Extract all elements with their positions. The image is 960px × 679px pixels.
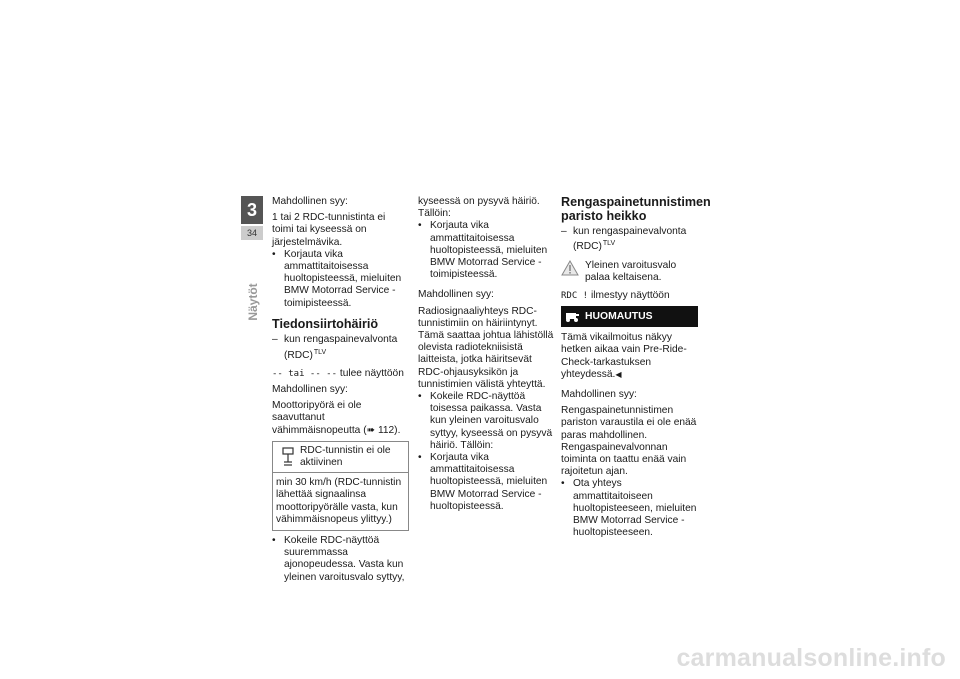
section-title: Näytöt [246,283,260,321]
bullet-item: • Korjauta vika ammattitaitoisessa huoltopisteessä, mieluiten BMW Motorrad Service -toimipisteessä. [272,249,409,310]
condition-text: kun rengaspainevalvonta (RDC) [573,226,687,253]
cause-text [272,400,409,437]
column-1 [272,196,409,584]
condition-text: kun rengaspainevalvonta (RDC) [284,334,398,361]
sensor-icon [276,445,300,469]
rdc-symbol: RDC ! [561,291,589,301]
note-label: HUOMAUTUS [585,310,653,322]
watermark: carmanualsonline.info [676,644,946,672]
display-text: tulee näyttöön [339,367,404,379]
bullet-item: • Korjauta vika ammattitaitoisessa huoltopisteessä, mieluiten BMW Motorrad Service -toimipisteessä. [418,220,555,281]
info-box-header [273,442,408,473]
condition-sup: TLV [602,240,616,248]
display-symbol: -- tai -- -- [272,368,338,379]
section-heading: Rengaspainetunnistimen paristo heikko [561,195,711,223]
cause-label: Mahdollinen syy: [272,384,348,396]
condition-item [272,334,409,361]
motorcycle-icon [561,306,583,327]
bullet-item: • Korjauta vika ammattitaitoisessa huoltopisteessä, mieluiten BMW Motorrad Service -huoltopisteessä. [418,452,555,513]
continued-text: kyseessä on pysyvä häiriö. Tällöin: [418,196,540,220]
warning-row [561,260,698,284]
bullet-item: • Kokeile RDC-näyttöä toisessa paikassa. Vasta kun yleinen varoitusvalo syttyy, kyseessä on pysyvä häiriö. Tällöin: [418,391,555,452]
cause-text-main: Moottoripyörä ei ole saavuttanut vähimmäisnopeutta [272,400,362,436]
chapter-number: 3 [241,196,263,224]
info-box [272,441,409,531]
cause-label: Mahdollinen syy: [418,289,494,301]
note-text [561,332,698,381]
column-3 [561,195,711,539]
cause-text: Rengaspainetunnistimen pariston varaustila ei ole enää paras mahdollinen. Rengaspainevalvonnan toiminta on taattu enää vain rajoitetun ajan. [561,405,697,478]
column-2 [418,196,555,513]
display-text: ilmestyy näyttöön [590,290,670,301]
cause-label: Mahdollinen syy: [272,196,348,207]
warning-triangle-icon [561,260,585,284]
cause-text: 1 tai 2 RDC-tunnistinta ei toimi tai kyseessä on järjestelmävika. [272,212,386,248]
page-reference: (➠ 112). [363,424,401,436]
info-box-body: min 30 km/h (RDC-tunnistin lähettää signaalinsa moottoripyörälle vasta, kun vähimmäisnopeus ylittyy.) [276,477,402,525]
cause-label: Mahdollinen syy: [561,389,637,401]
condition-sup: TLV [313,348,327,356]
bullet-item: • Kokeile RDC-näyttöä suuremmassa ajonopeudessa. Vasta kun yleinen varoitusvalo syttyy, [272,535,409,584]
note-header [561,306,698,327]
section-tab [238,272,268,332]
warning-text: Yleinen varoitusvalo palaa keltaisena. [585,259,677,283]
display-line [272,368,409,380]
section-heading: Tiedonsiirtohäiriö [272,316,379,331]
display-line [561,290,698,302]
info-box-title: RDC-tunnistin ei ole aktiivinen [300,444,391,469]
bullet-item: • Ota yhteys ammattitaitoiseen huoltopisteeseen, mieluiten BMW Motorrad Service -huoltopisteeseen. [561,478,698,539]
note-text-main: Tämä vikailmoitus näkyy hetken aikaa vain Pre-Ride-Check-tarkastuksen yhteydessä. [561,332,687,380]
condition-item [561,226,698,253]
cause-text: Radiosignaaliyhteys RDC-tunnistimiin on häiriintynyt. Tämä saattaa johtua lähistöllä olevista radiotekniisistä laitteista, jotka häiritsevät RDC-ohjausyksikön ja tunnistimien välistä yhteyttä. [418,305,554,390]
page-number: 34 [241,226,263,240]
end-mark: ◀ [615,369,622,379]
